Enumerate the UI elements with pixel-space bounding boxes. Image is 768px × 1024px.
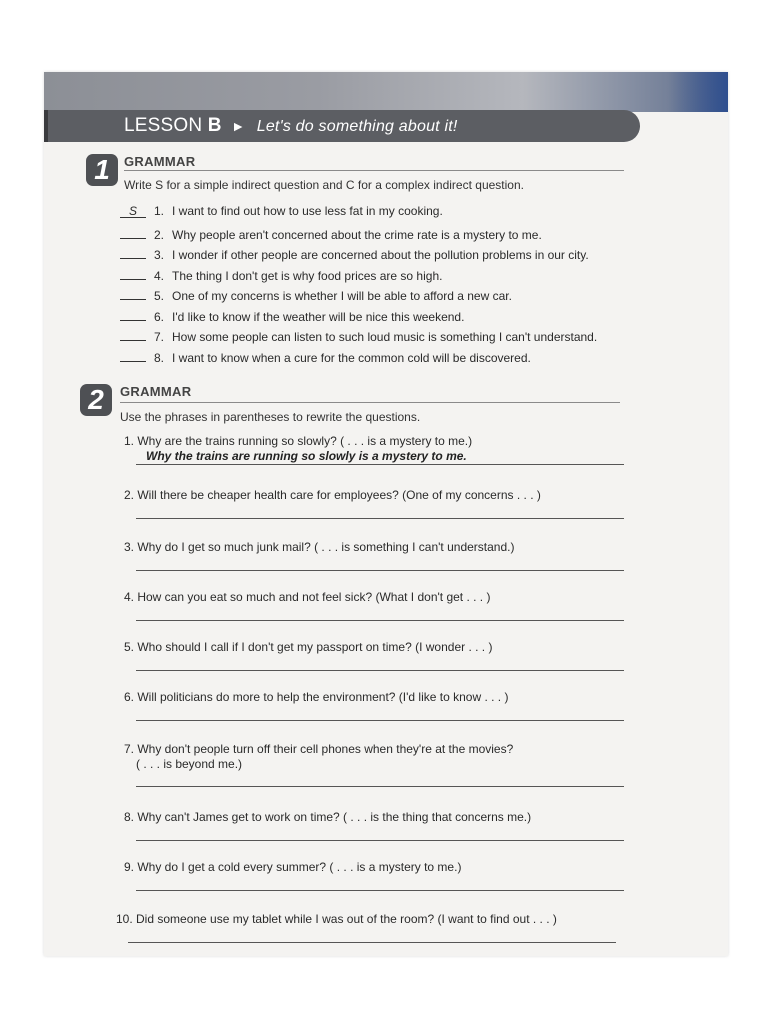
item-text: I want to know when a cure for the common cold will be discovered. <box>172 350 531 365</box>
item-text: I'd like to know if the weather will be nice this weekend. <box>172 309 465 324</box>
worksheet-page <box>44 72 728 956</box>
item-number: 1. <box>154 204 165 218</box>
exercise-1-item <box>120 204 443 218</box>
section-divider <box>120 402 620 403</box>
exercise-1-item <box>120 245 589 262</box>
item-number: 8. <box>154 350 165 365</box>
answer-line[interactable] <box>136 890 624 891</box>
section-heading-1: GRAMMAR <box>124 154 196 169</box>
item-text: One of my concerns is whether I will be able to afford a new car. <box>172 289 512 303</box>
answer-line[interactable] <box>136 840 624 841</box>
answer-line[interactable] <box>136 670 624 671</box>
answer-line[interactable] <box>136 518 624 519</box>
exercise-2-question: 10. Did someone use my tablet while I was out of the room? (I want to find out . . . ) <box>116 912 557 926</box>
exercise-1-item <box>120 327 597 344</box>
exercise-1-item <box>120 307 464 324</box>
section-number-1: 1 <box>86 154 118 186</box>
section-heading-2: GRAMMAR <box>120 384 192 399</box>
section-number-2: 2 <box>80 384 112 416</box>
instruction-1: Write S for a simple indirect question and C for a complex indirect question. <box>124 178 524 192</box>
lesson-letter: B <box>207 115 222 136</box>
item-text: I wonder if other people are concerned about the pollution problems in our city. <box>172 248 589 262</box>
arrow-right-icon: ► <box>231 118 246 134</box>
item-number: 4. <box>154 268 165 283</box>
exercise-2-question: 2. Will there be cheaper health care for employees? (One of my concerns . . . ) <box>124 488 541 502</box>
item-number: 7. <box>154 330 165 344</box>
item-text: The thing I don't get is why food prices are so high. <box>172 268 443 283</box>
instruction-2: Use the phrases in parentheses to rewrite the questions. <box>120 410 421 424</box>
exercise-2-question-cue: ( . . . is beyond me.) <box>136 757 243 771</box>
exercise-1-item <box>120 348 531 365</box>
header-accent <box>668 72 728 112</box>
answer-line[interactable] <box>128 942 616 943</box>
answer-blank[interactable] <box>120 327 146 341</box>
answer-blank[interactable] <box>120 225 146 239</box>
section-divider <box>124 170 624 171</box>
exercise-2-question: 7. Why don't people turn off their cell phones when they're at the movies? <box>124 742 514 756</box>
exercise-1-item <box>120 225 542 242</box>
answer-blank[interactable] <box>120 348 146 362</box>
lesson-banner <box>44 110 640 142</box>
lesson-title <box>124 115 458 137</box>
item-text: How some people can listen to such loud music is something I can't understand. <box>172 330 598 344</box>
answer-blank[interactable] <box>120 307 146 321</box>
answer-blank[interactable] <box>120 266 146 280</box>
exercise-2-question: 6. Will politicians do more to help the environment? (I'd like to know . . . ) <box>124 690 509 704</box>
answer-line[interactable] <box>136 720 624 721</box>
item-number: 6. <box>154 309 165 324</box>
exercise-2-question: 5. Who should I call if I don't get my passport on time? (I wonder . . . ) <box>124 640 493 654</box>
page-header-band <box>44 72 728 112</box>
answer-line[interactable] <box>136 620 624 621</box>
answer-blank[interactable]: S <box>120 204 146 218</box>
handwritten-answer: Why the trains are running so slowly is a mystery to me. <box>146 449 467 463</box>
item-text: I want to find out how to use less fat in my cooking. <box>172 204 443 218</box>
exercise-1-item <box>120 266 442 283</box>
answer-line[interactable] <box>136 570 624 571</box>
exercise-2-question: 4. How can you eat so much and not feel sick? (What I don't get . . . ) <box>124 590 491 604</box>
exercise-2-question: 3. Why do I get so much junk mail? ( . . . is something I can't understand.) <box>124 540 515 554</box>
answer-line[interactable] <box>136 786 624 787</box>
exercise-1-item <box>120 286 512 303</box>
exercise-2-question: 1. Why are the trains running so slowly? ( . . . is a mystery to me.) <box>124 434 473 448</box>
item-number: 2. <box>154 227 165 242</box>
item-text: Why people aren't concerned about the crime rate is a mystery to me. <box>172 227 542 242</box>
item-number: 5. <box>154 289 165 303</box>
lesson-label: LESSON <box>124 115 203 136</box>
exercise-2-question: 9. Why do I get a cold every summer? ( . . . is a mystery to me.) <box>124 860 462 874</box>
answer-line[interactable] <box>136 464 624 465</box>
exercise-2-question: 8. Why can't James get to work on time? ( . . . is the thing that concerns me.) <box>124 810 532 824</box>
answer-blank[interactable] <box>120 286 146 300</box>
answer-blank[interactable] <box>120 245 146 259</box>
lesson-subtitle: Let's do something about it! <box>256 118 458 135</box>
item-number: 3. <box>154 248 165 262</box>
